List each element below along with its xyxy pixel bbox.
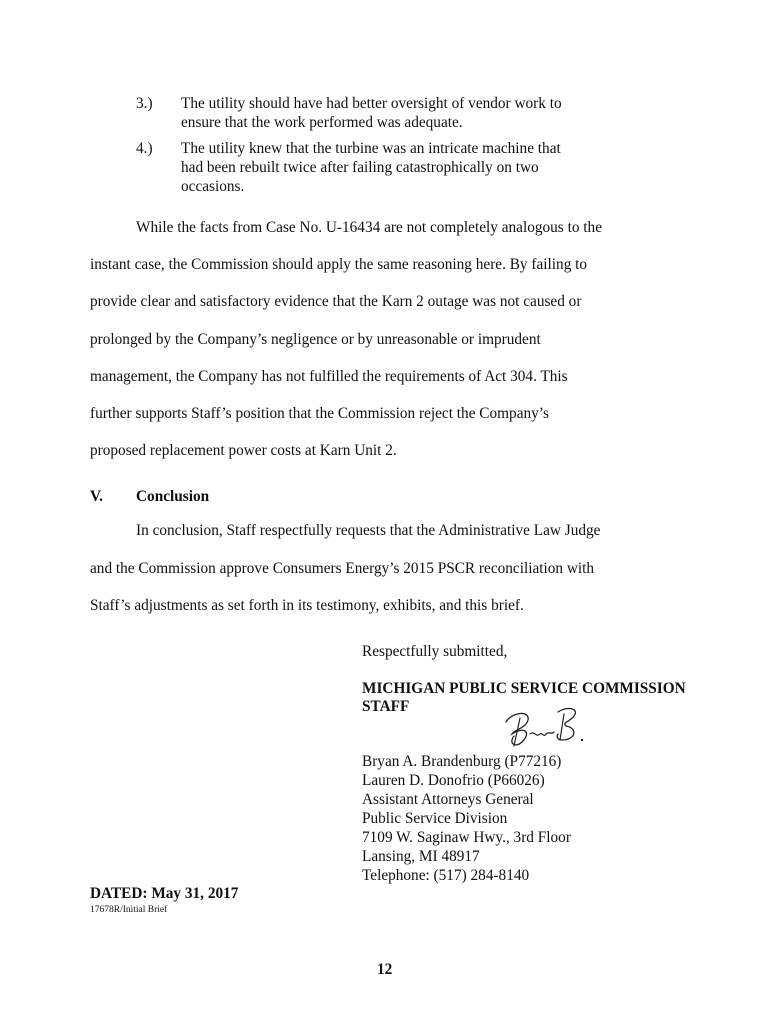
- contact-line: Public Service Division: [362, 810, 508, 827]
- closing-text: Respectfully submitted,: [362, 643, 508, 660]
- list-item-3-line-2: ensure that the work performed was adequate.: [181, 114, 463, 131]
- list-item-3-line-1: The utility should have had better oversight of vendor work to: [181, 95, 562, 112]
- section-number: V.: [90, 488, 103, 505]
- paragraph-1-line: management, the Company has not fulfilled the requirements of Act 304. This: [90, 368, 568, 385]
- org-name-line-1: MICHIGAN PUBLIC SERVICE COMMISSION: [362, 680, 686, 697]
- list-item-4-line-1: The utility knew that the turbine was an intricate machine that: [181, 140, 561, 157]
- contact-line: Lansing, MI 48917: [362, 848, 480, 865]
- contact-line: Assistant Attorneys General: [362, 791, 534, 808]
- file-reference: 17678R/Initial Brief: [90, 905, 168, 915]
- org-name-line-2: STAFF: [362, 698, 410, 715]
- paragraph-1-line: prolonged by the Company’s negligence or by unreasonable or imprudent: [90, 331, 541, 348]
- list-item-number-4: 4.): [136, 140, 153, 157]
- contact-line: Lauren D. Donofrio (P66026): [362, 772, 545, 789]
- paragraph-1-line: further supports Staff’s position that the Commission reject the Company’s: [90, 405, 549, 422]
- paragraph-2-line: In conclusion, Staff respectfully requests that the Administrative Law Judge: [136, 522, 601, 539]
- paragraph-2-line: and the Commission approve Consumers Energy’s 2015 PSCR reconciliation with: [90, 560, 595, 577]
- paragraph-1-line: provide clear and satisfactory evidence that the Karn 2 outage was not caused or: [90, 293, 582, 310]
- list-item-4-line-3: occasions.: [181, 178, 245, 195]
- contact-line: Telephone: (517) 284-8140: [362, 867, 530, 884]
- contact-line: Bryan A. Brandenburg (P77216): [362, 753, 562, 770]
- contact-line: 7109 W. Saginaw Hwy., 3rd Floor: [362, 829, 571, 846]
- list-item-number-3: 3.): [136, 95, 153, 112]
- paragraph-1-line: proposed replacement power costs at Karn Unit 2.: [90, 442, 397, 459]
- dated-line: DATED: May 31, 2017: [90, 885, 239, 902]
- paragraph-2-line: Staff’s adjustments as set forth in its testimony, exhibits, and this brief.: [90, 597, 524, 614]
- paragraph-1-line: instant case, the Commission should apply the same reasoning here. By failing to: [90, 256, 588, 273]
- page-number: 12: [377, 961, 393, 978]
- handwritten-signature: [500, 704, 592, 750]
- section-title: Conclusion: [136, 488, 210, 505]
- paragraph-1-line: While the facts from Case No. U-16434 are not completely analogous to the: [136, 219, 602, 236]
- list-item-4-line-2: had been rebuilt twice after failing catastrophically on two: [181, 159, 539, 176]
